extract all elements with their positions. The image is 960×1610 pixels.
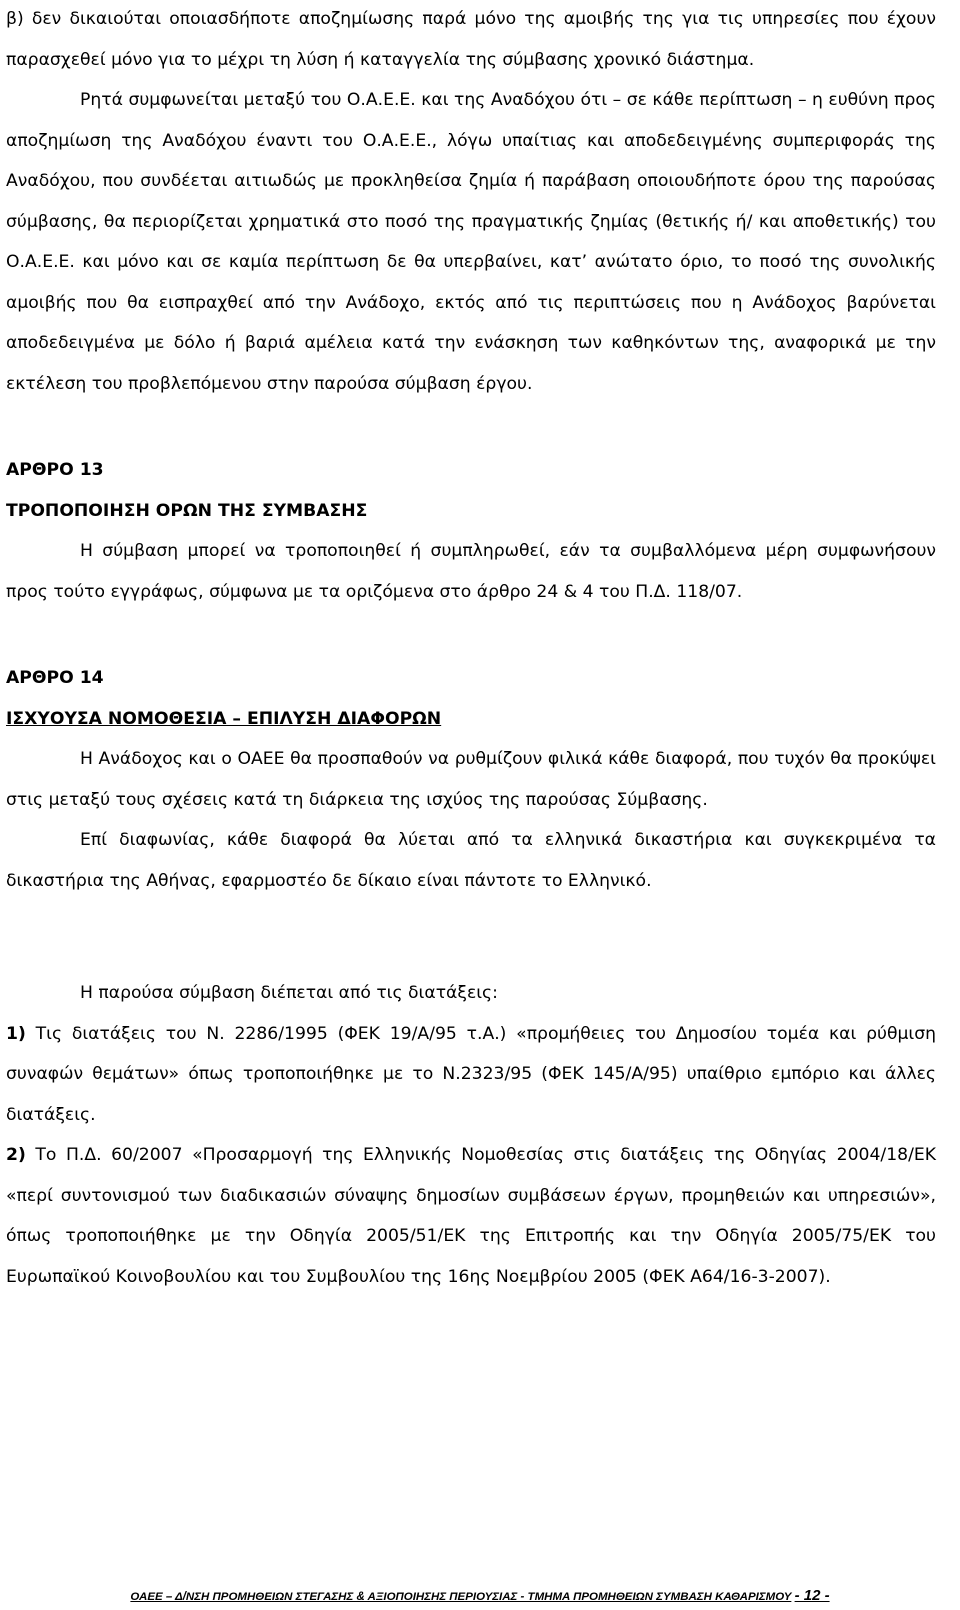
governing-item-2-number: 2): [6, 1145, 26, 1165]
governing-item-2-text: Το Π.Δ. 60/2007 «Προσαρμογή της Ελληνικής Νομοθεσίας στις διατάξεις της Οδηγίας 2004/18/ΕΚ «περί συντονισμού των διαδικασιών σύναψης δημοσίων συμβάσεων έργων, προμηθειών και υπηρεσιών», όπως τροποποιήθηκε με την Οδηγία 2005/51/ΕΚ της Επιτροπής και την Οδηγία 2005/75/ΕΚ του Ευρωπαϊκού Κοινοβουλίου και του Συμβουλίου της 16ης Νοεμβρίου 2005 (ΦΕΚ Α64/16-3-2007).: [6, 1145, 936, 1287]
governing-item-1-number: 1): [6, 1023, 26, 1044]
article-13-body: Η σύμβαση μπορεί να τροποποιηθεί ή συμπληρωθεί, εάν τα συμβαλλόμενα μέρη συμφωνήσουν προς τούτο εγγράφως, σύμφωνα με τα οριζόμενα στο άρθρο 24 & 4 του Π.Δ. 118/07.: [6, 541, 936, 602]
document-body: [6, 0, 936, 1297]
page-footer: [0, 1587, 960, 1604]
footer-text: ΟΑΕΕ – Δ/ΝΣΗ ΠΡΟΜΗΘΕΙΩΝ ΣΤΕΓΑΣΗΣ & ΑΞΙΟΠΟΙΗΣΗΣ ΠΕΡΙΟΥΣΙΑΣ - ΤΜΗΜΑ ΠΡΟΜΗΘΕΙΩΝ ΣΥΜΒΑΣΗ ΚΑΘΑΡΙΣΜΟΥ: [130, 1591, 792, 1603]
article-14-body-2: Επί διαφωνίας, κάθε διαφορά θα λύεται από τα ελληνικά δικαστήρια και συγκεκριμένα τα δικαστήρια της Αθήνας, εφαρμοστέο δε δίκαιο είναι πάντοτε το Ελληνικό.: [6, 830, 936, 891]
governing-item-2: [6, 1135, 936, 1297]
paragraph-b: β) δεν δικαιούται οποιασδήποτε αποζημίωσης παρά μόνο της αμοιβής της για τις υπηρεσίες που έχουν παρασχεθεί μόνο για το μέχρι τη λύση ή καταγγελία της σύμβασης χρονικό διάστημα.: [6, 9, 936, 70]
article-14-body-1: Η Ανάδοχος και ο ΟΑΕΕ θα προσπαθούν να ρυθμίζουν φιλικά κάθε διαφορά, που τυχόν θα προκύψει στις μεταξύ τους σχέσεις κατά τη διάρκεια της ισχύος της παρούσας Σύμβασης.: [6, 749, 936, 810]
governing-item-1: [6, 1014, 936, 1136]
article-14-title: ΙΣΧΥΟΥΣΑ ΝΟΜΟΘΕΣΙΑ – ΕΠΙΛΥΣΗ ΔΙΑΦΟΡΩΝ: [6, 708, 442, 729]
article-14-number: ΑΡΘΡΟ 14: [6, 668, 104, 688]
page-number: - 12 -: [794, 1587, 830, 1604]
paragraph-liability: Ρητά συμφωνείται μεταξύ του Ο.Α.Ε.Ε. και της Αναδόχου ότι – σε κάθε περίπτωση – η ευθύνη προς αποζημίωση της Αναδόχου έναντι του Ο.Α.Ε.Ε., λόγω υπαίτιας και αποδεδειγμένης συμπεριφοράς της Αναδόχου, που συνδέεται αιτιωδώς με προκληθείσα ζημία ή παράβαση οποιουδήποτε όρου της παρούσας σύμβασης, θα περιορίζεται χρηματικά στο ποσό της πραγματικής ζημίας (θετικής ή/ και αποθετικής) του Ο.Α.Ε.Ε. και μόνο και σε καμία περίπτωση δε θα υπερβαίνει, κατ’ ανώτατο όριο, το ποσό της συνολικής αμοιβής που θα εισπραχθεί από την Ανάδοχο, εκτός από τις περιπτώσεις που η Ανάδοχος βαρύνεται αποδεδειγμένα με δόλο ή βαριά αμέλεια κατά την ενάσκηση των καθηκόντων της, αναφορικά με την εκτέλεση του προβλεπόμενου στην παρούσα σύμβαση έργου.: [6, 90, 936, 394]
article-13-title: ΤΡΟΠΟΠΟΙΗΣΗ ΟΡΩΝ ΤΗΣ ΣΥΜΒΑΣΗΣ: [6, 500, 368, 521]
governing-item-1-text: Τις διατάξεις του Ν. 2286/1995 (ΦΕΚ 19/Α/95 τ.Α.) «προμήθειες του Δημοσίου τομέα και ρύθμιση συναφών θεμάτων» όπως τροποποιήθηκε με το Ν.2323/95 (ΦΕΚ 145/Α/95) υπαίθριο εμπόριο και άλλες διατάξεις.: [6, 1023, 936, 1125]
article-13-number: ΑΡΘΡΟ 13: [6, 460, 104, 480]
governing-intro: Η παρούσα σύμβαση διέπεται από τις διατάξεις:: [80, 983, 498, 1003]
